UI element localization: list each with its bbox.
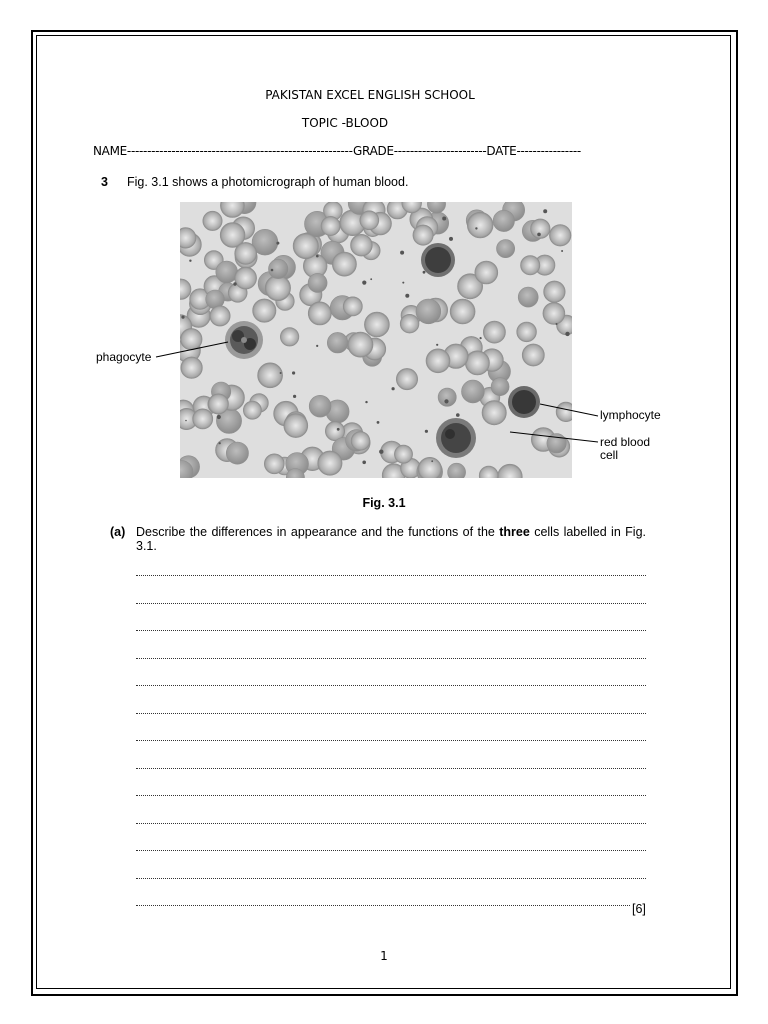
red-blood-cell <box>483 321 505 343</box>
platelet <box>293 395 296 398</box>
red-blood-cell <box>518 287 538 307</box>
red-blood-cell <box>243 401 261 419</box>
red-blood-cell <box>318 451 342 475</box>
platelet <box>423 271 426 274</box>
red-blood-cell <box>226 442 248 464</box>
question-intro: Fig. 3.1 shows a photomicrograph of human blood. <box>127 175 409 189</box>
red-blood-cell <box>210 306 230 326</box>
lymphocyte-upper-cell <box>421 243 455 277</box>
red-blood-cell <box>450 299 475 324</box>
school-name: PAKISTAN EXCEL ENGLISH SCHOOL <box>265 88 475 102</box>
platelet <box>405 294 409 298</box>
part-a-text-before: Describe the differences in appearance and the functions of the <box>136 525 500 539</box>
red-blood-cell <box>308 273 327 292</box>
platelet <box>449 237 453 241</box>
red-blood-cell <box>491 378 509 396</box>
part-a-question <box>136 525 646 553</box>
red-blood-cell <box>549 225 571 247</box>
name-grade-date-line: NAME--------------------------------------------------------GRADE-----------------------DATE---------------- <box>93 144 581 158</box>
platelet <box>316 255 319 258</box>
red-blood-cell <box>216 261 238 283</box>
red-blood-cell <box>522 344 544 366</box>
red-blood-cell <box>364 312 389 337</box>
red-blood-cell <box>203 211 222 230</box>
red-blood-cell <box>462 380 485 403</box>
red-blood-cell <box>284 414 308 438</box>
answer-line[interactable] <box>136 713 646 714</box>
platelet <box>556 323 558 325</box>
platelet <box>400 251 404 255</box>
red-blood-cell <box>265 275 290 300</box>
platelet <box>365 401 367 403</box>
platelet <box>431 460 433 462</box>
platelet <box>280 372 282 374</box>
answer-line[interactable] <box>136 850 646 851</box>
answer-line[interactable] <box>136 823 646 824</box>
platelet <box>316 345 318 347</box>
platelet <box>337 428 340 431</box>
red-blood-cell <box>544 281 566 303</box>
answer-line[interactable] <box>136 905 630 906</box>
red-blood-cell <box>280 328 299 347</box>
platelet <box>379 450 383 454</box>
red-blood-cell <box>327 332 348 353</box>
part-a-text-after: cells labelled in Fig. 3.1. <box>136 525 646 553</box>
answer-line[interactable] <box>136 768 646 769</box>
red-blood-cell <box>517 322 537 342</box>
red-blood-cell <box>351 234 373 256</box>
platelet <box>189 260 191 262</box>
platelet <box>362 461 366 465</box>
red-blood-cell <box>475 261 498 284</box>
platelet <box>370 278 372 280</box>
phagocyte-cell <box>225 321 263 359</box>
platelet <box>475 227 477 229</box>
white-cell-bottom <box>436 418 476 458</box>
platelet <box>537 233 541 237</box>
red-blood-cell <box>467 212 493 238</box>
platelet <box>217 415 221 419</box>
platelet <box>456 413 460 417</box>
platelet <box>402 282 404 284</box>
answer-line[interactable] <box>136 630 646 631</box>
platelet <box>561 250 563 252</box>
platelet <box>425 430 428 433</box>
figure-caption: Fig. 3.1 <box>362 496 406 510</box>
red-blood-cell <box>351 432 370 451</box>
platelet <box>444 399 448 403</box>
red-blood-cell-label <box>600 436 650 462</box>
red-blood-cell <box>465 351 489 375</box>
platelet <box>377 421 380 424</box>
red-blood-cell <box>332 252 356 276</box>
red-blood-cell <box>343 297 362 316</box>
red-blood-cell <box>235 242 257 264</box>
question-number: 3 <box>101 175 108 189</box>
red-blood-cell <box>253 299 276 322</box>
red-blood-cell <box>293 233 318 258</box>
red-blood-cell <box>497 240 515 258</box>
platelet <box>565 332 569 336</box>
lymphocyte-label: lymphocyte <box>600 408 661 422</box>
answer-line[interactable] <box>136 740 646 741</box>
red-blood-cell <box>493 210 514 231</box>
red-blood-cell <box>416 299 441 324</box>
answer-line[interactable] <box>136 795 646 796</box>
platelet <box>219 442 221 444</box>
lymphocyte-cell <box>508 386 540 418</box>
answer-line[interactable] <box>136 685 646 686</box>
red-blood-cell <box>181 357 203 379</box>
answer-line[interactable] <box>136 878 646 879</box>
red-blood-cell <box>426 349 450 373</box>
red-blood-cell <box>438 388 456 406</box>
red-blood-cell-label-line2: cell <box>600 448 619 462</box>
red-blood-cell-label-line1: red blood <box>600 435 651 449</box>
red-blood-cell <box>208 394 228 414</box>
platelet <box>181 316 184 319</box>
red-blood-cell <box>396 368 417 389</box>
red-blood-cell <box>448 463 466 478</box>
red-blood-cell <box>235 267 257 289</box>
red-blood-cell <box>543 302 565 324</box>
platelet <box>543 209 547 213</box>
red-blood-cell <box>258 363 283 388</box>
platelet <box>362 281 366 285</box>
red-blood-cell <box>360 211 379 230</box>
red-blood-cell <box>482 401 506 425</box>
phagocyte-label: phagocyte <box>96 350 152 364</box>
platelet <box>276 242 279 245</box>
red-blood-cell <box>348 332 373 357</box>
red-blood-cell <box>181 328 203 350</box>
red-blood-cell <box>308 302 331 325</box>
platelet <box>392 387 395 390</box>
red-blood-cell <box>193 409 213 429</box>
platelet <box>436 344 438 346</box>
red-blood-cell <box>547 434 566 453</box>
blood-photomicrograph <box>180 202 572 478</box>
platelet <box>271 269 274 272</box>
red-blood-cell <box>394 445 412 463</box>
red-blood-cell <box>264 454 284 474</box>
red-blood-cell <box>321 216 340 235</box>
platelet <box>480 337 482 339</box>
answer-line[interactable] <box>136 658 646 659</box>
page-number: 1 <box>380 949 388 963</box>
platelet <box>185 420 187 422</box>
red-blood-cell <box>309 395 331 417</box>
red-blood-cell <box>418 457 441 478</box>
red-blood-cell <box>413 225 433 245</box>
platelet <box>292 371 295 374</box>
part-a-text-bold: three <box>499 525 530 539</box>
answer-line[interactable] <box>136 575 646 576</box>
marks-allocation: [6] <box>632 902 646 916</box>
platelet <box>233 282 236 285</box>
red-blood-cell <box>521 256 540 275</box>
platelet <box>442 217 446 221</box>
topic-title: TOPIC -BLOOD <box>301 116 389 130</box>
red-blood-cell <box>400 314 419 333</box>
part-a-label: (a) <box>110 525 126 539</box>
answer-line[interactable] <box>136 603 646 604</box>
